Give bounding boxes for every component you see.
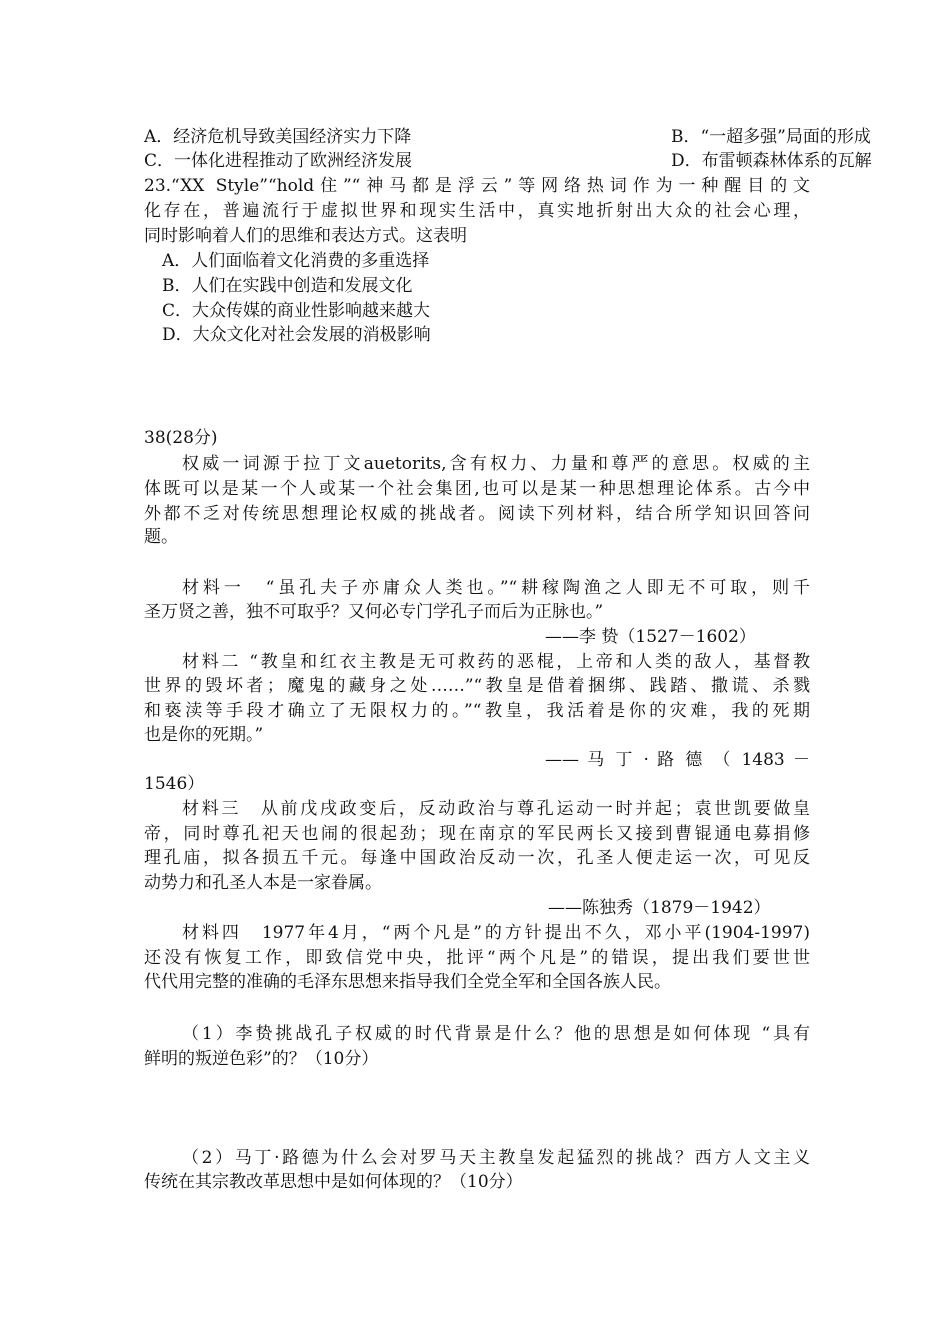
material-1-source: ——李 贽（1527－1602） <box>545 627 756 647</box>
q22-option-a: A．经济危机导致美国经济实力下降 <box>144 127 412 147</box>
material-2-line-2: 世界的毁坏者；魔鬼的藏身之处……”“教皇是借着捆绑、践踏、撒谎、杀戮 <box>144 676 810 696</box>
q22-option-c: C．一体化进程推动了欧洲经济发展 <box>144 151 413 171</box>
material-4-line-1: 材料四 1977年4月，“两个凡是”的方针提出不久，邓小平(1904-1997) <box>182 923 810 943</box>
material-3-line-4: 动势力和孔圣人本是一家眷属。 <box>144 873 382 893</box>
subquestion-2-line-2: 传统在其宗教改革思想中是如何体现的？（10分） <box>144 1172 523 1192</box>
material-3-line-3: 理孔庙，拟各损五千元。每逢中国政治反动一次，孔圣人便走运一次，可见反 <box>144 848 810 868</box>
material-2-line-3: 和亵渎等手段才确立了无限权力的。”“教皇，我活着是你的灾难，我的死期 <box>144 701 810 721</box>
q23-option-c: C．大众传媒的商业性影响越来越大 <box>162 301 431 321</box>
material-1-line-1: 材料一 “虽孔夫子亦庸众人类也。”“耕稼陶渔之人即无不可取，则千 <box>182 578 810 598</box>
subquestion-1-line-2: 鲜明的叛逆色彩”的？（10分） <box>144 1049 379 1069</box>
q23-stem-line-3: 同时影响着人们的思维和表达方式。这表明 <box>144 226 467 246</box>
q38-intro-line-4: 题。 <box>144 527 178 547</box>
material-3-line-1: 材料三 从前戊戌政变后，反动政治与尊孔运动一时并起；袁世凯要做皇 <box>182 799 810 819</box>
q23-stem-line-2: 化存在，普遍流行于虚拟世界和现实生活中，真实地折射出大众的社会心理， <box>144 201 810 221</box>
q22-option-b: B．“一超多强”局面的形成 <box>671 127 871 147</box>
material-3-line-2: 帝，同时尊孔祀天也闹的很起劲；现在南京的军民两长又接到曹锟通电募捐修 <box>144 824 810 844</box>
subquestion-2-line-1: （2）马丁·路德为什么会对罗马天主教皇发起猛烈的挑战？西方人文主义 <box>182 1148 810 1168</box>
material-2-line-1: 材料二 “教皇和红衣主教是无可救药的恶棍，上帝和人类的敌人，基督教 <box>182 652 810 672</box>
q38-intro-line-3: 外都不乏对传统思想理论权威的挑战者。阅读下列材料，结合所学知识回答问 <box>144 504 810 524</box>
q22-option-d: D．布雷顿森林体系的瓦解 <box>671 151 872 171</box>
subquestion-1-line-1: （1）李贽挑战孔子权威的时代背景是什么？他的思想是如何体现 “具有 <box>182 1024 810 1044</box>
q23-option-a: A．人们面临着文化消费的多重选择 <box>162 251 430 271</box>
q23-option-b: B．人们在实践中创造和发展文化 <box>162 276 413 296</box>
q23-option-d: D．大众文化对社会发展的消极影响 <box>162 325 431 345</box>
q38-intro-line-1: 权威一词源于拉丁文auetorits,含有权力、力量和尊严的意思。权威的主 <box>182 454 810 474</box>
material-3-source: ——陈独秀（1879－1942） <box>548 898 771 918</box>
material-2-line-4: 也是你的死期。” <box>144 725 264 745</box>
material-4-line-2: 还没有恢复工作，即致信党中央，批评“两个凡是”的错误，提出我们要世世 <box>144 948 810 968</box>
q23-stem-line-1: 23.“XX Style”“hold住”“神马都是浮云”等网络热词作为一种醒目的文 <box>144 176 810 196</box>
material-1-line-2: 圣万贤之善，独不可取乎？又何必专门学孔子而后为正脉也。” <box>144 602 604 622</box>
q22-option-row-1 <box>144 124 871 150</box>
q22-option-row-2 <box>144 148 872 174</box>
material-4-line-3: 代代用完整的准确的毛泽东思想来指导我们全党全军和全国各族人民。 <box>144 972 671 992</box>
q38-header: 38(28分) <box>144 428 218 448</box>
material-2-source-line-2: 1546） <box>144 774 205 794</box>
q38-intro-line-2: 体既可以是某一个人或某一个社会集团,也可以是某一种思想理论体系。古今中 <box>144 479 810 499</box>
material-2-source-line-1: —— 马 丁 · 路 德 （ 1483 － <box>545 750 810 770</box>
